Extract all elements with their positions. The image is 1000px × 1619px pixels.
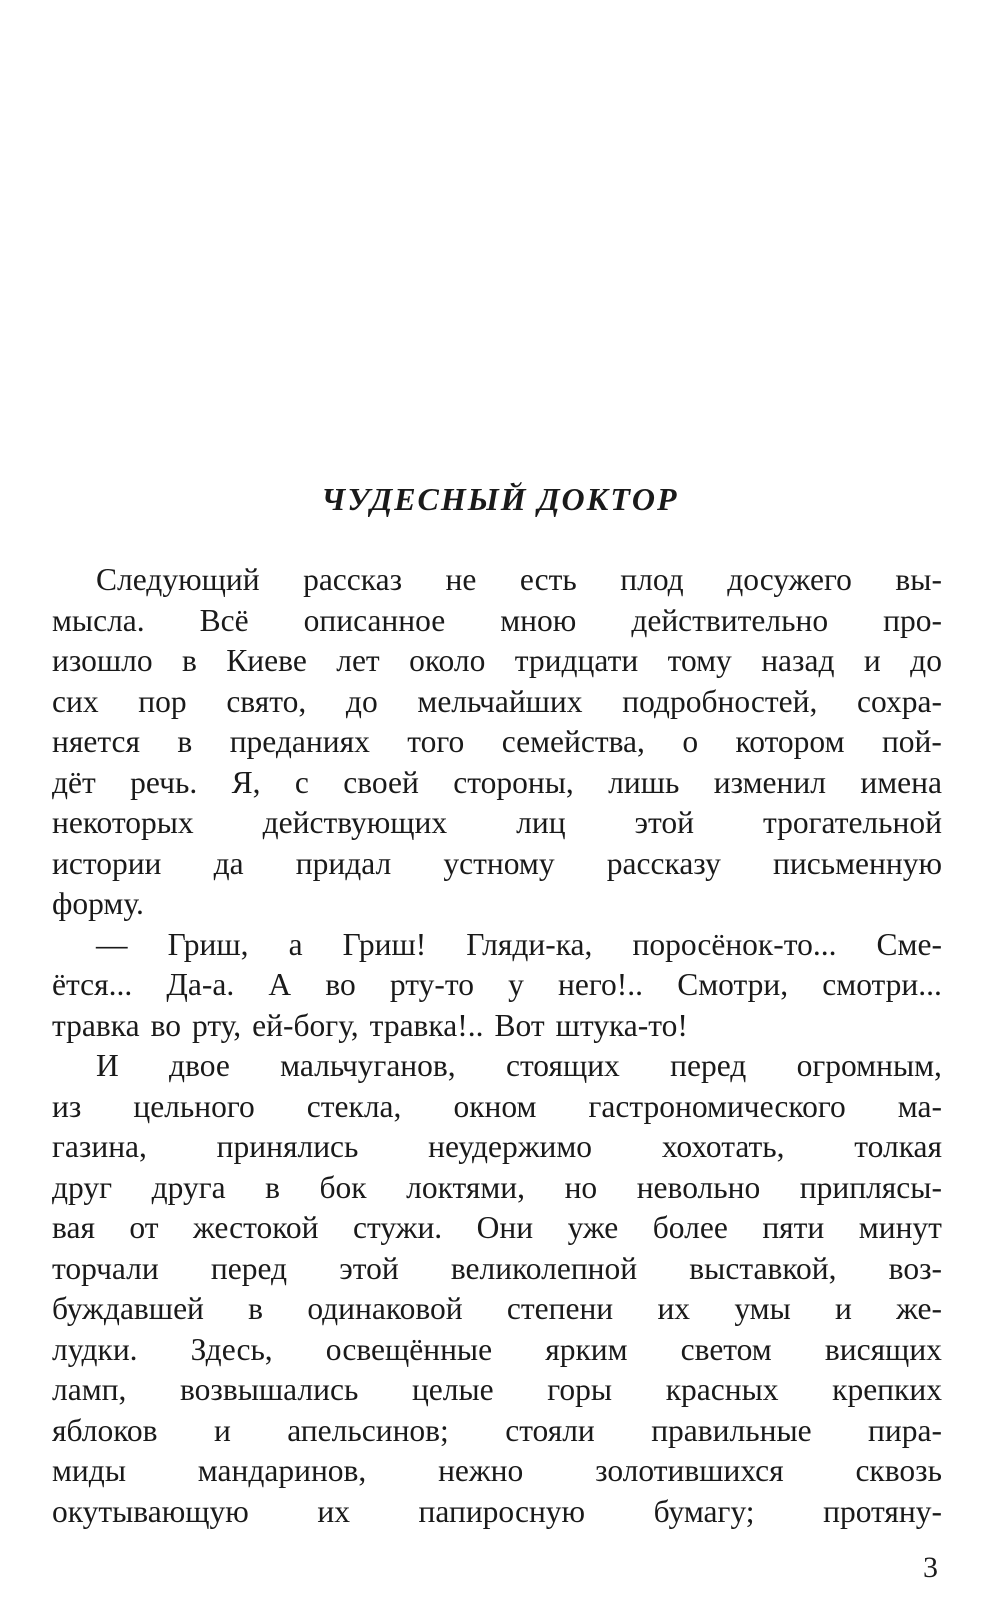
- text-word: от: [129, 1210, 159, 1245]
- text-line: [52, 965, 942, 1006]
- text-word: освещённые: [325, 1331, 493, 1367]
- text-word: в: [265, 1169, 280, 1205]
- text-word: но: [564, 1169, 598, 1205]
- text-word: минут: [858, 1210, 942, 1245]
- text-word: травка!..: [369, 1007, 484, 1043]
- text-word: перед: [210, 1250, 288, 1286]
- text-word: же-: [896, 1291, 942, 1326]
- text-word: устному: [443, 845, 555, 881]
- text-word: рассказу: [606, 845, 721, 881]
- text-word: Они: [476, 1210, 534, 1245]
- text-word: одинаковой: [307, 1291, 463, 1326]
- text-word: форму.: [52, 886, 144, 921]
- text-word: стекла,: [306, 1088, 402, 1124]
- text-word: Гриш,: [167, 926, 249, 962]
- text-word: семейства,: [501, 724, 645, 759]
- text-word: Да-а.: [166, 967, 235, 1002]
- text-line: [52, 1046, 942, 1087]
- text-word: назад: [761, 643, 835, 678]
- text-word: имена: [860, 764, 942, 800]
- text-word: своей: [343, 764, 419, 800]
- text-word: придал: [295, 845, 392, 881]
- text-line: [52, 763, 942, 804]
- text-word: окном: [453, 1088, 537, 1124]
- text-word: мною: [500, 602, 577, 638]
- text-word: того: [407, 724, 465, 759]
- text-word: и: [835, 1291, 852, 1326]
- text-word: их: [317, 1493, 350, 1529]
- text-word: стоящих: [505, 1048, 620, 1083]
- text-word: великолепной: [450, 1250, 638, 1286]
- text-word: пяти: [762, 1210, 825, 1245]
- text-word: умы: [734, 1291, 791, 1326]
- text-word: преданиях: [229, 724, 370, 759]
- text-word: ярким: [545, 1331, 628, 1367]
- text-word: лет: [336, 643, 380, 678]
- text-word: А: [268, 967, 292, 1002]
- text-word: в: [177, 724, 193, 759]
- text-line: [52, 1451, 942, 1492]
- text-line: [52, 1289, 942, 1330]
- text-word: пор: [138, 683, 187, 719]
- text-word: золотившихся: [595, 1453, 784, 1488]
- text-word: мальчуганов,: [280, 1048, 456, 1083]
- text-word: двое: [169, 1048, 230, 1083]
- chapter-title: ЧУДЕСНЫЙ ДОКТОР: [321, 481, 679, 517]
- text-word: приплясы-: [799, 1169, 942, 1205]
- text-word: воз-: [888, 1250, 942, 1286]
- text-word: про-: [883, 602, 942, 638]
- text-word: горы: [547, 1372, 613, 1407]
- text-word: изменил: [713, 764, 826, 800]
- text-word: этой: [634, 805, 694, 840]
- text-line: [52, 1168, 942, 1209]
- text-word: пира-: [868, 1412, 942, 1448]
- text-word: подробностей,: [622, 683, 818, 719]
- text-word: действующих: [262, 805, 448, 840]
- text-word: и: [213, 1412, 231, 1448]
- text-word: действительно: [631, 602, 829, 638]
- text-word: этой: [339, 1250, 399, 1286]
- text-word: перед: [670, 1048, 747, 1083]
- text-word: речь.: [130, 764, 198, 800]
- text-word: в: [248, 1291, 264, 1326]
- text-word: Всё: [199, 602, 249, 638]
- text-word: свято,: [226, 683, 307, 719]
- text-word: да: [213, 845, 244, 881]
- text-word: во: [150, 1007, 181, 1043]
- text-word: друг: [52, 1169, 113, 1205]
- text-line: [52, 1370, 942, 1411]
- text-word: до: [910, 643, 942, 678]
- text-word: досужего: [727, 562, 852, 597]
- text-word: папиросную: [418, 1493, 586, 1529]
- text-word: штука-то!: [555, 1007, 688, 1043]
- text-word: лишь: [608, 764, 680, 800]
- text-word: тридцати: [514, 643, 639, 678]
- text-word: газина,: [52, 1129, 147, 1164]
- text-word: мысла.: [52, 602, 145, 638]
- text-line: [52, 1006, 942, 1047]
- text-word: во: [325, 967, 356, 1002]
- text-line: [52, 1411, 942, 1452]
- text-word: котором: [735, 724, 845, 759]
- text-word: не: [445, 562, 477, 597]
- text-word: выставкой,: [689, 1250, 837, 1286]
- text-word: более: [652, 1210, 728, 1245]
- text-line: [52, 1127, 942, 1168]
- text-word: ей-богу,: [252, 1007, 359, 1043]
- text-word: Я,: [231, 764, 261, 800]
- text-word: правильные: [651, 1412, 812, 1448]
- text-word: бумагу;: [653, 1493, 755, 1529]
- text-word: лудки.: [52, 1331, 138, 1367]
- text-word: буждавшей: [52, 1291, 204, 1326]
- text-word: апельсинов;: [287, 1412, 449, 1448]
- text-word: друга: [151, 1169, 226, 1205]
- text-word: поросёнок-то...: [632, 926, 837, 962]
- text-word: рассказ: [303, 562, 403, 597]
- text-word: лиц: [516, 805, 566, 840]
- text-word: целые: [411, 1372, 494, 1407]
- text-word: него!..: [558, 967, 644, 1002]
- text-line: [52, 601, 942, 642]
- text-word: бок: [319, 1169, 367, 1205]
- text-word: огромным,: [796, 1048, 942, 1083]
- text-word: изошло: [52, 643, 153, 678]
- text-word: у: [508, 967, 524, 1002]
- text-word: степени: [506, 1291, 614, 1326]
- text-word: ламп,: [52, 1372, 127, 1407]
- text-word: мандаринов,: [197, 1453, 367, 1488]
- text-word: Следующий: [96, 562, 260, 597]
- text-word: рту,: [192, 1007, 242, 1043]
- text-word: гастрономического: [588, 1088, 846, 1124]
- text-word: Гляди-ка,: [466, 926, 593, 962]
- text-word: истории: [52, 845, 162, 881]
- text-word: толкая: [854, 1129, 942, 1164]
- text-line: [52, 641, 942, 682]
- text-word: смотри...: [822, 967, 942, 1002]
- text-word: в: [182, 643, 197, 678]
- text-word: невольно: [636, 1169, 761, 1205]
- page-number: 3: [923, 1551, 938, 1584]
- text-word: возвышались: [180, 1372, 359, 1407]
- text-word: миды: [52, 1453, 126, 1488]
- text-line: [52, 884, 942, 925]
- text-word: хохотать,: [661, 1129, 785, 1164]
- text-line: [52, 1208, 942, 1249]
- text-word: около: [409, 643, 486, 678]
- text-word: их: [657, 1291, 691, 1326]
- text-word: сохра-: [857, 683, 942, 719]
- text-word: Здесь,: [190, 1331, 273, 1367]
- text-line: [52, 803, 942, 844]
- text-line: [52, 722, 942, 763]
- body-text: [52, 560, 942, 1532]
- text-word: вая: [52, 1210, 95, 1245]
- text-word: с: [294, 764, 309, 800]
- text-word: И: [96, 1048, 119, 1083]
- text-word: о: [682, 724, 699, 759]
- text-word: есть: [519, 562, 577, 597]
- text-word: —: [96, 926, 128, 962]
- text-word: описанное: [303, 602, 446, 638]
- text-word: письменную: [773, 845, 942, 881]
- text-line: [52, 925, 942, 966]
- text-line: [52, 1249, 942, 1290]
- text-word: сквозь: [855, 1453, 942, 1488]
- text-word: висящих: [824, 1331, 942, 1367]
- text-word: стояли: [505, 1412, 595, 1448]
- text-word: Вот: [494, 1007, 545, 1043]
- text-word: крепких: [832, 1372, 942, 1407]
- text-word: локтями,: [406, 1169, 526, 1205]
- text-word: Сме-: [876, 926, 942, 962]
- text-word: ма-: [897, 1088, 942, 1124]
- text-word: вы-: [895, 562, 942, 597]
- text-word: Киеве: [226, 643, 307, 678]
- text-word: до: [345, 683, 378, 719]
- text-line: [52, 1330, 942, 1371]
- text-line: [52, 560, 942, 601]
- text-word: светом: [680, 1331, 772, 1367]
- text-line: [52, 844, 942, 885]
- text-word: окутывающую: [52, 1493, 249, 1529]
- text-word: неудержимо: [428, 1129, 593, 1164]
- text-word: из: [52, 1088, 82, 1124]
- text-word: цельного: [133, 1088, 255, 1124]
- text-word: дёт: [52, 764, 96, 800]
- text-word: а: [288, 926, 303, 962]
- text-word: няется: [52, 724, 140, 759]
- text-word: нежно: [438, 1453, 524, 1488]
- text-word: стороны,: [453, 764, 574, 800]
- text-word: Гриш!: [342, 926, 427, 962]
- text-word: яблоков: [52, 1412, 158, 1448]
- text-word: протяну-: [823, 1493, 942, 1529]
- text-word: жестокой: [193, 1210, 319, 1245]
- text-word: торчали: [52, 1250, 159, 1286]
- text-word: и: [863, 643, 881, 678]
- text-line: [52, 682, 942, 723]
- text-word: стужи.: [353, 1210, 443, 1245]
- text-word: красных: [665, 1372, 779, 1407]
- text-line: [52, 1087, 942, 1128]
- text-line: [52, 1492, 942, 1533]
- text-word: ётся...: [52, 967, 133, 1002]
- text-word: травка: [52, 1007, 140, 1043]
- text-word: пой-: [881, 724, 942, 759]
- text-word: трогательной: [762, 805, 942, 840]
- text-word: уже: [567, 1210, 619, 1245]
- text-word: сих: [52, 683, 99, 719]
- text-word: Смотри,: [677, 967, 789, 1002]
- text-word: рту-то: [389, 967, 474, 1002]
- text-word: мельчайших: [417, 683, 583, 719]
- text-word: плод: [620, 562, 684, 597]
- text-word: некоторых: [52, 805, 194, 840]
- text-word: принялись: [216, 1129, 359, 1164]
- text-word: тому: [667, 643, 732, 678]
